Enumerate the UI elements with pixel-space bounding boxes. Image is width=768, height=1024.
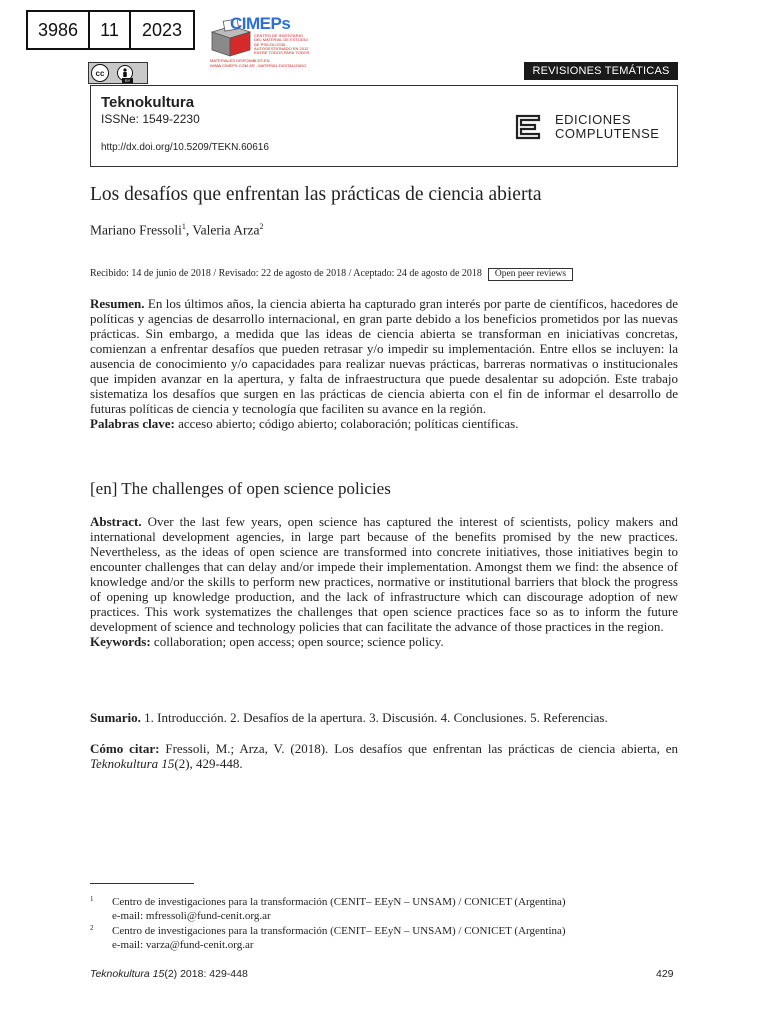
publisher-name: EDICIONES COMPLUTENSE — [555, 112, 660, 141]
journal-issn: ISSNe: 1549-2230 — [101, 112, 200, 126]
logo-title: CIMEPs — [230, 14, 291, 33]
page-footer-citation: Teknokultura 15(2) 2018: 429-448 — [90, 968, 248, 980]
section-tag: REVISIONES TEMÁTICAS — [524, 62, 678, 80]
article-dates: Recibido: 14 de junio de 2018 / Revisado: 22 de agosto de 2018 / Aceptado: 24 de agosto de 2018 Open peer reviews — [90, 268, 573, 281]
article-title: Los desafíos que enfrentan las prácticas de ciencia abierta — [90, 184, 542, 205]
sumario: Sumario. 1. Introducción. 2. Desafíos de la apertura. 3. Discusión. 4. Conclusiones. 5. Referencias. — [90, 710, 608, 725]
doi-link[interactable]: http://dx.doi.org/10.5209/TEKN.60616 — [101, 142, 269, 153]
footnote-1: 1 Centro de investigaciones para la transformación (CENIT– EEyN – UNSAM) / CONICET (Argentina) e-mail: mfressoli@fund-cenit.org.ar — [90, 895, 690, 923]
stamp-number: 3986 — [26, 10, 90, 50]
english-title: [en] The challenges of open science policies — [90, 479, 391, 498]
resumen-paragraph: Resumen. En los últimos años, la ciencia abierta ha capturado gran interés por parte de científicos, hacedores de políticas y agencias de desarrollo internacional, en gran parte debido a los beneficios prometidos por las nuevas prácticas. Sin embargo, a medida que las ideas de ciencia abierta se transforman en iniciativas concretas, comienzan a enfrentar desafíos que pueden retrasar y/o impedir su implementación. Entre ellos se incluyen: la ausencia de conocimiento y/o capacidades para realizar nuevas prácticas, barreras normativas o institucionales que impiden avanzar en la apertura, y falta de infraestructura que puede desalentar su adopción. Este trabajo sistematiza los desafíos que surgen en las prácticas de ciencia abierta con el fin de informar el desarrollo de futuras políticas de ciencia y tecnología que faciliten su avance en la región. Palabras clave: acceso abierto; código abierto; colaboración; políticas científicas. — [90, 296, 678, 431]
footnote-1-email[interactable]: e-mail: mfressoli@fund-cenit.org.ar — [112, 910, 271, 922]
cc-by-license-badge[interactable] — [88, 62, 148, 84]
journal-header — [90, 85, 678, 167]
page-number: 429 — [656, 968, 674, 980]
abstract-paragraph: Abstract. Over the last few years, open science has captured the interest of scientists, policy makers and international development agencies, in large part because of the benefits promised by the new practices. Nevertheless, as the ideas of open science are transformed into concrete initiatives, those initiatives begin to encounter challenges that can delay and/or impede their implementation. Amongst them we find: the absence of knowledge and/or the skills to perform new practices, normative or institutional barriers that block the progress of opening up knowledge production, and the lack of infrastructure which can discourage adoption of new practices. This work systematizes the challenges that open science practices face so as to inform the future development of science and technology policies that can facilitate the advance of those practices in the region. Keywords: collaboration; open access; open source; science policy. — [90, 514, 678, 649]
logo-note: MATERIALES DISPONIBLES EN WWW.CIMEPS.COM.AR - MATERIAL DIGITALIZADO — [210, 58, 307, 68]
article-authors: Mariano Fressoli$^1$, Valeria Arza$^2$ — [90, 222, 264, 238]
footnote-2: 2 Centro de investigaciones para la transformación (CENIT– EEyN – UNSAM) / CONICET (Argentina) e-mail: varza@fund-cenit.org.ar — [90, 924, 690, 952]
cimeps-logo — [206, 14, 316, 72]
stamp-issue: 11 — [88, 10, 131, 50]
citation: Cómo citar: Fressoli, M.; Arza, V. (2018). Los desafíos que enfrentan las prácticas de ciencia abierta, en Teknokultura 15(2), 429-448. — [90, 741, 678, 771]
open-peer-reviews-link[interactable]: Open peer reviews — [488, 268, 573, 281]
journal-name: Teknokultura — [101, 94, 195, 111]
logo-subtitle: CENTRO DE INVENTARIO DEL MATERIAL DE ESTUDIO DE PSICOLOGÍA AUTOGESTIONADO EN 2012 ENTRE TODOS PARA TODOS — [254, 33, 310, 56]
footnote-2-email[interactable]: e-mail: varza@fund-cenit.org.ar — [112, 939, 254, 951]
publisher-logo-icon — [515, 114, 543, 140]
by-label: BY — [122, 78, 133, 83]
cc-icon: cc — [91, 64, 109, 82]
stamp-year: 2023 — [129, 10, 195, 50]
footnote-divider — [90, 883, 194, 884]
